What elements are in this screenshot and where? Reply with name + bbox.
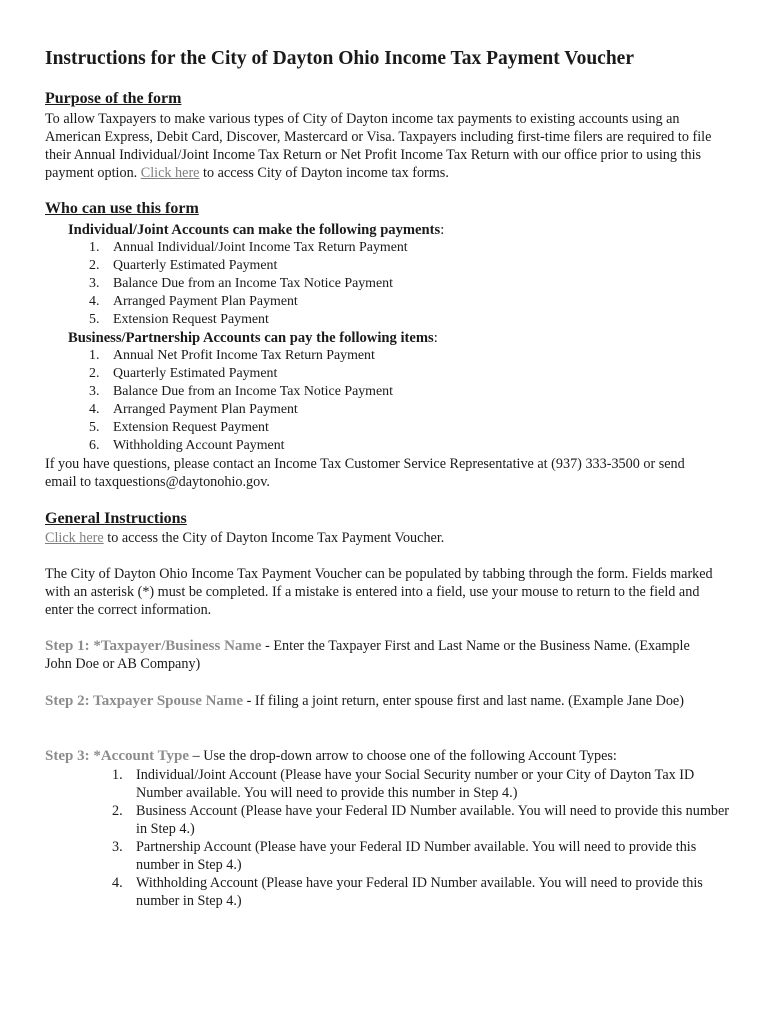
list-item: 1. Individual/Joint Account (Please have your Social Security number or your City of Dayton Tax ID Number available. You will need to provide this number in Step 4.) <box>112 767 695 801</box>
individual-subheading: Individual/Joint Accounts can make the following payments: <box>68 222 445 238</box>
voucher-link-text: to access the City of Dayton Income Tax Payment Voucher. <box>103 530 445 546</box>
list-item-text: Quarterly Estimated Payment <box>113 366 278 381</box>
list-item-text: Annual Net Profit Income Tax Return Payment <box>113 348 375 363</box>
voucher-link[interactable]: Click here <box>45 530 104 546</box>
purpose-text: To allow Taxpayers to make various types of City of Dayton income tax payments to existing accounts using an American Express, Debit Card, Discover, Mastercard or Visa. Taxpayers including first-time filers are required to file their Annual Individual/Joint Income Tax Return or Net Profit Income Tax Return with our office prior to using this payment option. <box>45 111 712 181</box>
list-item-text: Arranged Payment Plan Payment <box>113 294 298 309</box>
list-item-text: Withholding Account (Please have your Federal ID Number available. You will need to provide this number in Step 4.) <box>136 875 703 909</box>
list-item: 4. Arranged Payment Plan Payment <box>89 402 298 417</box>
page-title: Instructions for the City of Dayton Ohio Income Tax Payment Voucher <box>45 48 634 69</box>
list-item: 6. Withholding Account Payment <box>89 438 285 453</box>
list-item-text: Withholding Account Payment <box>113 438 285 453</box>
step-2-text: - If filing a joint return, enter spouse first and last name. (Example Jane Doe) <box>243 693 684 709</box>
step-1-text: - Enter the Taxpayer First and Last Name or the Business Name. (Example John Doe or AB Company) <box>45 638 690 672</box>
general-paragraph: The City of Dayton Ohio Income Tax Payment Voucher can be populated by tabbing through the form. Fields marked with an asterisk (*) must be completed. If a mistake is entered into a field, use your mouse to return to the field and enter the correct information. <box>45 566 713 618</box>
purpose-heading: Purpose of the form <box>45 90 182 107</box>
forms-link[interactable]: Click here <box>140 165 200 181</box>
list-item-text: Extension Request Payment <box>113 312 269 327</box>
list-item: 2. Quarterly Estimated Payment <box>89 258 278 273</box>
step-2-label: Step 2: Taxpayer Spouse Name <box>45 693 244 709</box>
list-item: 4. Arranged Payment Plan Payment <box>89 294 298 309</box>
list-item: 3. Balance Due from an Income Tax Notice Payment <box>89 276 393 291</box>
list-item: 5. Extension Request Payment <box>89 420 269 435</box>
step-3 <box>45 747 735 765</box>
list-item: 5. Extension Request Payment <box>89 312 269 327</box>
list-item-text: Arranged Payment Plan Payment <box>113 402 298 417</box>
purpose-text-after: to access City of Dayton income tax forms. <box>199 165 449 181</box>
step-2 <box>45 692 720 710</box>
list-item-text: Extension Request Payment <box>113 420 269 435</box>
list-item-text: Partnership Account (Please have your Federal ID Number available. You will need to provide this number in Step 4.) <box>136 839 697 873</box>
list-item-text: Balance Due from an Income Tax Notice Payment <box>113 276 393 291</box>
list-item: 1. Annual Individual/Joint Income Tax Return Payment <box>89 240 408 255</box>
account-types-list <box>45 766 735 910</box>
list-item-text: Annual Individual/Joint Income Tax Return Payment <box>113 240 408 255</box>
individual-payments-list <box>45 239 408 329</box>
list-item: 4. Withholding Account (Please have your Federal ID Number available. You will need to provide this number in Step 4.) <box>112 875 703 909</box>
list-item: 3. Partnership Account (Please have your Federal ID Number available. You will need to provide this number in Step 4.) <box>112 839 697 873</box>
step-1-label: Step 1: *Taxpayer/Business Name <box>45 638 262 654</box>
purpose-paragraph <box>45 110 730 182</box>
list-item-text: Quarterly Estimated Payment <box>113 258 278 273</box>
business-payments-list <box>45 347 393 455</box>
business-subheading: Business/Partnership Accounts can pay the following items: <box>68 330 438 346</box>
contact-paragraph: If you have questions, please contact an Income Tax Customer Service Representative at (937) 333-3500 or send email to taxquestions@daytonohio.gov. <box>45 456 685 490</box>
list-item: 1. Annual Net Profit Income Tax Return Payment <box>89 348 375 363</box>
individual-label: Individual/Joint Accounts can make the following payments <box>68 222 441 238</box>
list-item-text: Balance Due from an Income Tax Notice Payment <box>113 384 393 399</box>
business-label: Business/Partnership Accounts can pay the following items <box>68 330 434 346</box>
list-item: 2. Business Account (Please have your Federal ID Number available. You will need to provide this number in Step 4.) <box>112 803 729 837</box>
list-item-text: Individual/Joint Account (Please have your Social Security number or your City of Dayton Tax ID Number available. You will need to provide this number in Step 4.) <box>136 767 695 801</box>
list-item: 3. Balance Due from an Income Tax Notice Payment <box>89 384 393 399</box>
step-3-label: Step 3: *Account Type <box>45 748 190 764</box>
list-item: 2. Quarterly Estimated Payment <box>89 366 278 381</box>
who-heading: Who can use this form <box>45 200 199 217</box>
step-1 <box>45 637 705 673</box>
general-heading: General Instructions <box>45 510 187 527</box>
voucher-link-line <box>45 529 735 547</box>
list-item-text: Business Account (Please have your Federal ID Number available. You will need to provide this number in Step 4.) <box>136 803 729 837</box>
step-3-text: – Use the drop-down arrow to choose one of the following Account Types: <box>189 748 617 764</box>
